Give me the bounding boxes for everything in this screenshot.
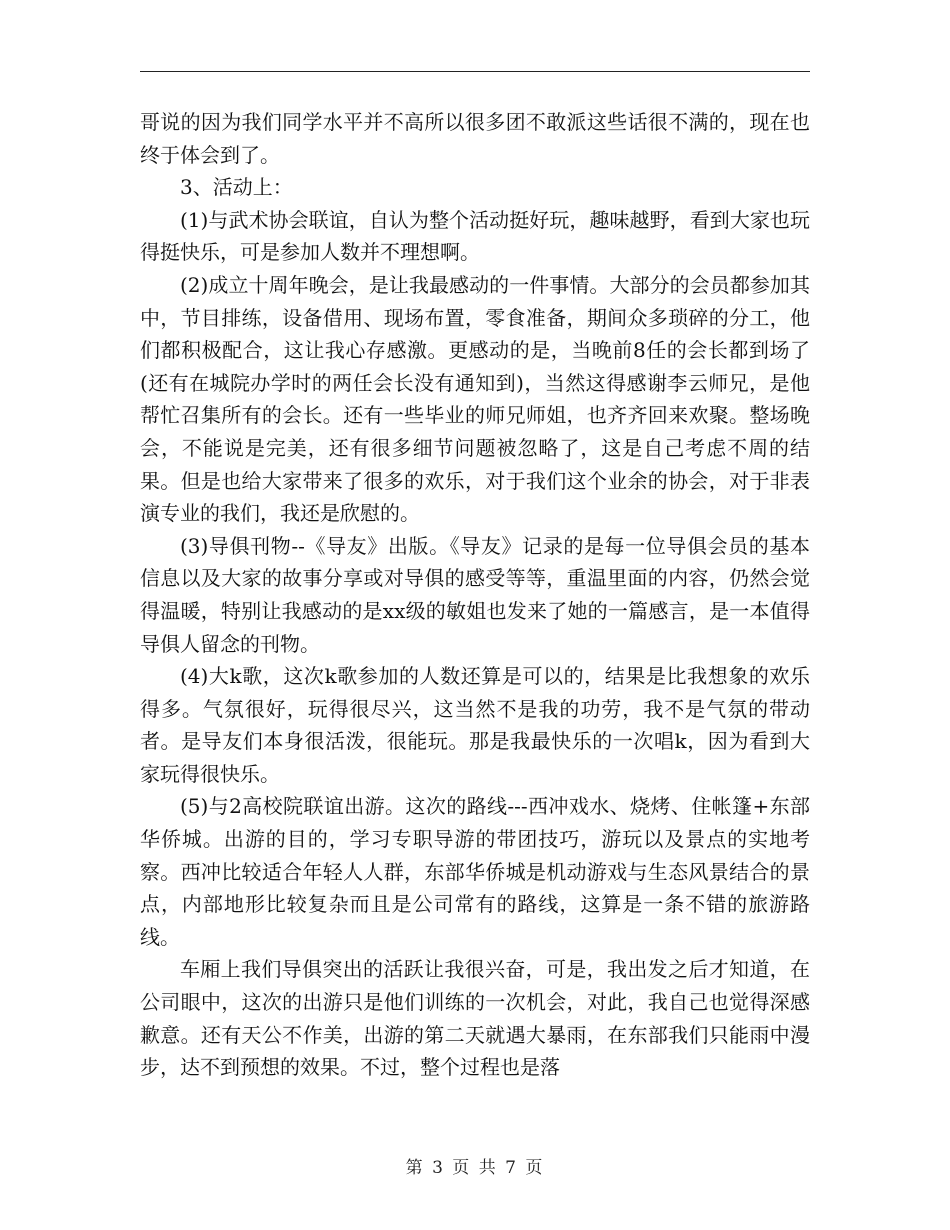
document-body (140, 106, 810, 1084)
paragraph-item-3: (3)导俱刊物--《导友》出版。《导友》记录的是每一位导俱会员的基本信息以及大家的故事分享或对导俱的感受等等，重温里面的内容，仍然会觉得温暖，特别让我感动的是xx级的敏姐也发来了她的一篇感言，是一本值得导俱人留念的刊物。 (140, 533, 810, 656)
header-rule (140, 71, 810, 72)
paragraph-bus-trip: 车厢上我们导俱突出的活跃让我很兴奋，可是，我出发之后才知道，在公司眼中，这次的出游只是他们训练的一次机会，对此，我自己也觉得深感歉意。还有天公不作美，出游的第二天就遇大暴雨，在东部我们只能雨中漫步，达不到预想的效果。不过，整个过程也是落 (140, 957, 810, 1080)
page-number-footer: 第 3 页 共 7 页 (405, 1158, 545, 1178)
paragraph-item-5: (5)与2高校院联谊出游。这次的路线---西冲戏水、烧烤、住帐篷+东部华侨城。出游的目的，学习专职导游的带团技巧，游玩以及景点的实地考察。西冲比较适合年轻人人群，东部华侨城是机动游戏与生态风景结合的景点，内部地形比较复杂而且是公司常有的路线，这算是一条不错的旅游路线。 (140, 794, 810, 949)
paragraph-item-2: (2)成立十周年晚会，是让我最感动的一件事情。大部分的会员都参加其中，节目排练，设备借用、现场布置，零食准备，期间众多琐碎的分工，他们都积极配合，这让我心存感激。更感动的是，当晚前8任的会长都到场了(还有在城院办学时的两任会长没有通知到)，当然这得感谢李云师兄，是他帮忙召集所有的会长。还有一些毕业的师兄师姐，也齐齐回来欢聚。整场晚会，不能说是完美，还有很多细节问题被忽略了，这是自己考虑不周的结果。但是也给大家带来了很多的欢乐，对于我们这个业余的协会，对于非表演专业的我们，我还是欣慰的。 (140, 272, 810, 526)
paragraph-item-1: (1)与武术协会联谊，自认为整个活动挺好玩，趣味越野，看到大家也玩得挺快乐，可是参加人数并不理想啊。 (140, 207, 810, 265)
paragraph-item-4: (4)大k歌，这次k歌参加的人数还算是可以的，结果是比我想象的欢乐得多。气氛很好，玩得很尽兴，这当然不是我的功劳，我不是气氛的带动者。是导友们本身很活泼，很能玩。那是我最快乐的一次唱k，因为看到大家玩得很快乐。 (140, 664, 810, 786)
paragraph-continuation: 哥说的因为我们同学水平并不高所以很多团不敢派这些话很不满的，现在也终于体会到了。 (140, 110, 810, 167)
section-heading-activities: 3、活动上： (180, 175, 293, 200)
